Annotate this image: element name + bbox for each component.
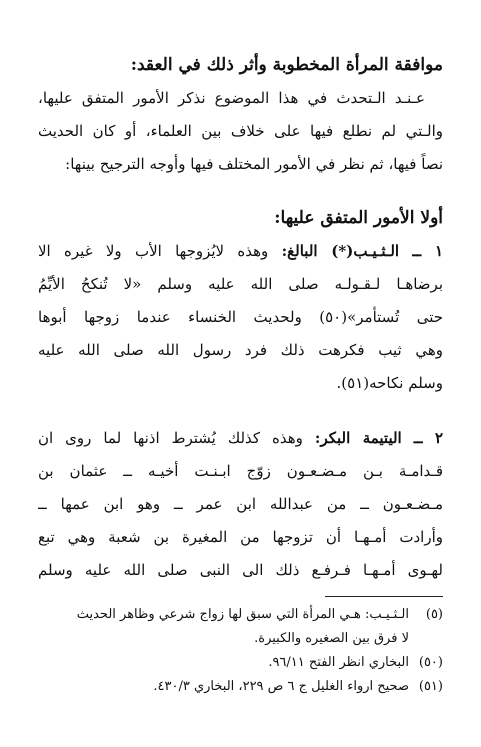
intro-line: عـنـد الـتحدث في هذا الموضوع نذكر الأمور المتفق عليها، [38, 89, 425, 107]
intro-line: والـتي لم نطلع فيها على خلاف بين العلماء، أو كان الحديث [38, 122, 443, 140]
item2-line: مـضـعـون ــ من عبدالله ابن عمر ــ وهو ابن عمها ــ [38, 495, 443, 513]
intro-line: نصاً فيها، ثم نظر في الأمور المختلف فيها وأوجه الترجيح بينها: [65, 155, 443, 173]
item2-term: اليتيمة البكر: [314, 429, 402, 447]
item2-first-line-text: وهذه كذلك يُشترط اذنها لما روى ان [38, 429, 303, 447]
footnote-line: لا فرق بين الصغيره والكبيرة. [254, 631, 409, 646]
footnote-line: البخاري انظر الفتح ٩٦/١١. [268, 655, 409, 670]
item2-line: لهـوى أمـهـا فـرفـع ذلك الى النبى صلى الله عليه وسلم [38, 561, 443, 579]
item1-line: وهي ثيب فكرهت ذلك فرد رسول الله صلى الله عليه [38, 341, 443, 359]
item2-first-line [38, 422, 443, 455]
footnote-line: الـثـيـب: هـي المرأة التي سبق لها زواج شرعي وظاهر الحديث [76, 607, 409, 622]
item1-term: الـثـيـب(*) البالغ: [281, 242, 400, 260]
item1-line: حتى تُستأمر»(٥٠) ولحديث الخنساء عندما زوجها أبوها [38, 308, 443, 326]
footnote-divider [325, 596, 443, 597]
spacer [38, 181, 443, 201]
item1-line: برضاهـا لـقـولـه صلى الله عليه وسلم «لا تُنكحُ الأيِّمُ [38, 275, 443, 293]
footnote-marker: (٥١) [418, 679, 443, 694]
item2-line: قـدامـة بـن مـضـعـون زوّج ابـنـت أخيـه ــ عثمان بن [38, 462, 443, 480]
item1-first-line [38, 235, 443, 268]
footnote [38, 675, 443, 699]
footnote-text [38, 651, 409, 675]
item2-number: ٢ ــ [413, 429, 443, 447]
subheading: أولا الأمور المتفق عليها: [274, 208, 443, 228]
footnote [38, 603, 443, 651]
item1-first-line-text: وهذه لايُزوجها الأب ولا غيره الا [38, 242, 269, 260]
footnote-line: صحيح ارواء الغليل ج ٦ ص ٢٢٩، البخاري ٤٣٠/٣. [153, 679, 409, 694]
item1-number: ١ ــ [412, 242, 443, 260]
footnote-text [38, 675, 409, 699]
footnote-marker: (٥) [425, 607, 443, 622]
footnote [38, 651, 443, 675]
item1-line: وسلم نكاحه(٥١). [336, 374, 443, 392]
spacer [38, 400, 443, 422]
item2-line: وأرادت أمـهـا أن تزوجها من المغيرة بن شعبة وهي تبع [38, 528, 443, 546]
footnotes [38, 596, 443, 699]
footnote-marker: (٥٠) [418, 655, 443, 670]
footnote-text [38, 603, 409, 651]
section-title: موافقة المرأة المخطوبة وأثر ذلك في العقد: [130, 55, 443, 75]
